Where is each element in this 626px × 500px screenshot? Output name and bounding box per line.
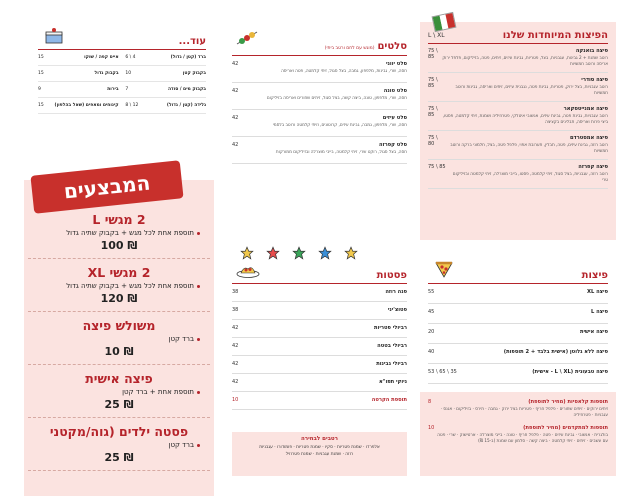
- more-section: [38, 36, 206, 114]
- salad-desc: חסה, בצל סגול, רוקט שרי, זיתי קלמטה, בייבי מוצרלה ובזיליקום ממורקות: [275, 149, 407, 154]
- special-pizzas-section: [428, 30, 608, 189]
- deal-line: [38, 441, 200, 449]
- deal-line-text: תוספת אחת + ברד קטן: [122, 388, 194, 396]
- pasta-row: [232, 374, 407, 392]
- more-item-price: 7: [125, 87, 129, 92]
- extra-price: 8: [428, 399, 432, 405]
- more-title: עוד...: [178, 36, 206, 47]
- more-item-name: בירות: [107, 87, 119, 92]
- special-pizza-row: [428, 102, 608, 131]
- salads-list: [232, 56, 407, 164]
- special-pizzas-header: [428, 30, 608, 44]
- deal-line: [38, 229, 200, 237]
- pizza-name: פיצה XL: [586, 289, 608, 295]
- more-row: [38, 66, 206, 82]
- salad-row: [232, 56, 407, 83]
- extra-price: 10: [428, 425, 435, 431]
- deal-line-text: תוספת אחת לכל מגש + בקבוק שתיה גדול: [66, 282, 194, 290]
- pasta-price: 10: [232, 397, 239, 403]
- pastas-section: [232, 270, 407, 410]
- salads-header: [232, 34, 407, 56]
- salads-title: סלטים: [377, 41, 407, 52]
- special-pizza-desc: רוטב עגבניות, בצל ירוק, פטריות, גבינת פטה, נגבנית עיזים, זיתים ואריסה, גבינות ורוטב חמוציות: [455, 84, 608, 95]
- deal-line: [38, 282, 200, 290]
- pasta-row: [232, 356, 407, 374]
- salad-name: סלט עיזים: [382, 115, 407, 121]
- pasta-price: 42: [232, 325, 239, 331]
- extra-row: [428, 396, 608, 422]
- pizzas-title: פיצות: [581, 270, 608, 281]
- deal-price: 10 ₪: [104, 345, 134, 358]
- special-pizza-price: 75 \ 85: [428, 48, 438, 60]
- sauces-title: רטבים לבחירה: [301, 436, 338, 442]
- deal-title: 2 מגשי XL: [87, 265, 151, 280]
- salad-desc: חסה, שרי, מלפפון, גמבה, גבינת עיזים, קרוטונים, וזיתי קלמטה ורוטב בלסמי: [272, 122, 407, 127]
- deal-item: [28, 206, 210, 259]
- more-item-name: אייס קפה / שוקו: [84, 55, 119, 60]
- deal-price: 25 ₪: [104, 451, 134, 464]
- pizza-price: 40: [428, 349, 435, 355]
- deal-title: 2 מגשי L: [92, 212, 146, 227]
- pasta-price: 42: [232, 379, 239, 385]
- pizzas-section: [428, 270, 608, 384]
- pasta-name: רביולי גבינות: [376, 361, 407, 367]
- more-row: [38, 82, 206, 98]
- pizza-slice-icon: [434, 260, 454, 278]
- extra-row: [428, 422, 608, 448]
- star-icon: [344, 246, 358, 260]
- special-pizza-row: [428, 160, 608, 189]
- pasta-name: רביולי פטריות: [374, 325, 407, 331]
- pizzas-list: [428, 284, 608, 384]
- special-pizza-row: [428, 73, 608, 102]
- extra-name: תוספות קלאסיות (מחיר לתוספת): [528, 399, 608, 405]
- bullet-icon: [197, 232, 200, 235]
- pasta-row: [232, 284, 407, 302]
- more-item-price: 9: [38, 87, 41, 92]
- more-item-price: 6 \ 4: [125, 55, 136, 60]
- star-icon: [292, 246, 306, 260]
- deal-item: [28, 259, 210, 312]
- sauces-line2: רוזה · שמנת עגבניות · שמנת פטרוזיל: [285, 452, 354, 457]
- more-item-name: קינוחים ומאפים (שאל בהלפון): [54, 103, 119, 108]
- pasta-name: רביולי בטטה: [377, 343, 407, 349]
- pasta-price: 38: [232, 307, 239, 313]
- deal-line: [38, 335, 200, 343]
- salad-name: סלט יווני: [386, 61, 407, 67]
- more-item-name: בקבוק מים / סודה: [167, 87, 206, 92]
- special-pizza-desc: רוטב שמנת + 2 גבינות, עגבניות, בצל, פטריות, גבינת עיזים, זיתים, פטה, בזיליקום, פלפל ירוק אריסה ורוטב חמוציות: [442, 55, 608, 66]
- deal-item: [28, 312, 210, 365]
- pizza-price: 20: [428, 329, 435, 335]
- pasta-price: 38: [232, 289, 239, 295]
- pizza-price: 45: [428, 309, 435, 315]
- deal-price: 120 ₪: [100, 292, 138, 305]
- decorative-stars: [240, 246, 358, 260]
- deal-title: משולש פיצה: [82, 318, 156, 333]
- salad-price: 42: [232, 88, 239, 94]
- more-row: [38, 50, 206, 66]
- deals-list: [28, 206, 210, 471]
- pasta-name: תוספת הקרטה: [371, 397, 407, 403]
- pastas-list: [232, 284, 407, 410]
- more-item-price: 15: [38, 103, 44, 108]
- deal-line-text: תוספת אחת לכל מגש + בקבוק שתיה גדול: [66, 229, 194, 237]
- more-item-name: ברד (קטן / גדול): [170, 55, 206, 60]
- pizza-row: [428, 324, 608, 344]
- extra-name: תוספות למתקדמים (מחיר לתוספת): [523, 425, 608, 431]
- pasta-name: פנה רוזה: [385, 289, 407, 295]
- more-row: [38, 98, 206, 114]
- salad-desc: חסה, שרי, גבינות, מלפפון, גמבה, בצל סגול, זיתי קלמטה, פטה ואריסה: [281, 68, 407, 73]
- salad-row: [232, 83, 407, 110]
- skewer-icon: [236, 30, 258, 46]
- pizza-name: פיצה טבעונית (L \ XL - אישית): [532, 369, 608, 375]
- deal-line-text: ברד קטן: [168, 441, 194, 449]
- special-pizza-price: 75 \ 85: [428, 106, 438, 118]
- special-pizza-desc: רוטב עגבניות, גבינת פטה, גבינת עיזים, אנשובי איטלקי, פטרוזיליה ושמנת, זיתי קלמטה, פסטו, ביצי פרות ואריסה, תבלינים בקציצה: [442, 113, 608, 124]
- pasta-price: 42: [232, 343, 239, 349]
- star-icon: [318, 246, 332, 260]
- salads-subtitle: (מוגש עם לחם ורטב ביתי): [324, 46, 375, 51]
- pizza-row: [428, 344, 608, 364]
- special-pizza-desc: רוטב רוזה, גבינת עיזים, פטה, תבלין, תערובת אפוי, פלפל פטה, בצל, חלמוני ברקה ורוטב חמוציות: [450, 142, 608, 153]
- pizza-row: [428, 364, 608, 384]
- more-item-price: 10: [125, 71, 132, 76]
- more-item-price: 15: [38, 55, 44, 60]
- more-list: [38, 50, 206, 114]
- size-columns-label: L \ XL: [428, 32, 445, 39]
- pizza-name: פיצה ללא גלוטן (אישית בלבד + 2 תוספות): [503, 349, 608, 355]
- salad-row: [232, 110, 407, 137]
- pasta-name: פטוצ'יני: [387, 307, 407, 313]
- special-pizza-name: פיצה קפרזה: [578, 164, 608, 170]
- more-item-name: בקבוק קטן: [182, 71, 206, 76]
- more-item-price: 8 \ 12: [125, 103, 139, 108]
- special-pizzas-title: הפיצות המיוחדות שלנו: [502, 30, 608, 41]
- special-pizza-price: 75 \ 80: [428, 135, 438, 147]
- sauces-line1: אלפרדו · שמנת פטריות · סקיו · שמנת פטריות · פומודורו · עגבניות: [259, 445, 380, 450]
- pastas-title: פסטות: [376, 270, 407, 281]
- pasta-row: [232, 338, 407, 356]
- pasta-plate-icon: [236, 262, 260, 278]
- deal-title: פסטה ילדים (גוה/מקטני: [49, 424, 189, 439]
- more-item-name: גלידה (קטן / גדול): [166, 103, 206, 108]
- pasta-row: [232, 302, 407, 320]
- star-icon: [240, 246, 254, 260]
- salad-desc: חסה, שרי, מלפפון, טונה, ביצה קשה, בצל סגול, זיתים שחורים ואריסה בזיליקום: [266, 95, 407, 100]
- special-pizza-price: 75 \ 85: [428, 77, 438, 89]
- deal-line-text: ברד קטן: [168, 335, 194, 343]
- extra-desc: בולגרית · אנשובי · גבינת עיזים · פטה · פלפל חריף · טונה · בייבי מוצרלה · ארטישוק · שרי · פטה עם עשבים · זיתים · זיתי קלמטה · ביצה קשה · סלמון עם שמנת (ב-15 ₪): [437, 432, 608, 443]
- special-pizza-row: [428, 131, 608, 160]
- extras-list: [428, 396, 608, 448]
- special-pizza-price: 75 \ 85: [428, 164, 446, 170]
- deal-title: פיצה אישית: [85, 371, 153, 386]
- salad-price: 42: [232, 61, 239, 67]
- pizza-name: פיצה אישית: [579, 329, 608, 335]
- salad-price: 42: [232, 142, 239, 148]
- special-pizza-name: פיצה בואנקה: [575, 48, 608, 54]
- deal-price: 25 ₪: [104, 398, 134, 411]
- pizza-price: 55: [428, 289, 435, 295]
- more-item-price: 15: [38, 71, 44, 76]
- cake-icon: [44, 26, 64, 44]
- special-pizza-name: פיצה סודרי: [581, 77, 608, 83]
- pizza-row: [428, 284, 608, 304]
- extra-desc: זיתים ירוקים · זיתים שחורים · פלפל חריף · פטריות בצל ירוק · גמבה · תירס · בזיליקום · אננס · עגבניות · פטרוזיליה: [440, 406, 608, 417]
- salads-section: [232, 34, 407, 164]
- bullet-icon: [197, 285, 200, 288]
- bullet-icon: [197, 338, 200, 341]
- special-pizza-name: פיצה אמסטרדם: [569, 135, 608, 141]
- special-pizza-name: פיצה אמנייטסקאר: [563, 106, 608, 112]
- sauces-section: [236, 436, 403, 457]
- bullet-icon: [197, 444, 200, 447]
- special-pizza-row: [428, 44, 608, 73]
- pizzas-header: [428, 270, 608, 284]
- deal-item: [28, 418, 210, 471]
- bullet-icon: [197, 391, 200, 394]
- more-item-name: בקבוק גדול: [94, 71, 119, 76]
- deal-price: 100 ₪: [100, 239, 138, 252]
- deal-item: [28, 365, 210, 418]
- pizza-row: [428, 304, 608, 324]
- salad-name: סלט קפרזה: [379, 142, 407, 148]
- pasta-price: 42: [232, 361, 239, 367]
- pizza-price: 53 \ 65 \ 35: [428, 369, 457, 375]
- salad-price: 42: [232, 115, 239, 121]
- deal-line: [38, 388, 200, 396]
- special-pizza-desc: רוטב רוזה, עגבניות, בצל סגול, זיתי קלמטה, פסטו, בייבי מוצרלה, זיתי קלמטה ובזיליקום טרי: [452, 171, 608, 182]
- salad-name: סלט טונה: [383, 88, 407, 94]
- deals-title-text: המבצעים: [62, 170, 152, 204]
- pizza-name: פיצה L: [590, 309, 608, 315]
- pasta-row: [232, 392, 407, 410]
- pasta-row: [232, 320, 407, 338]
- pasta-name: ניוקי תפו"א: [378, 379, 407, 385]
- special-pizzas-list: [428, 44, 608, 189]
- star-icon: [266, 246, 280, 260]
- salad-row: [232, 137, 407, 164]
